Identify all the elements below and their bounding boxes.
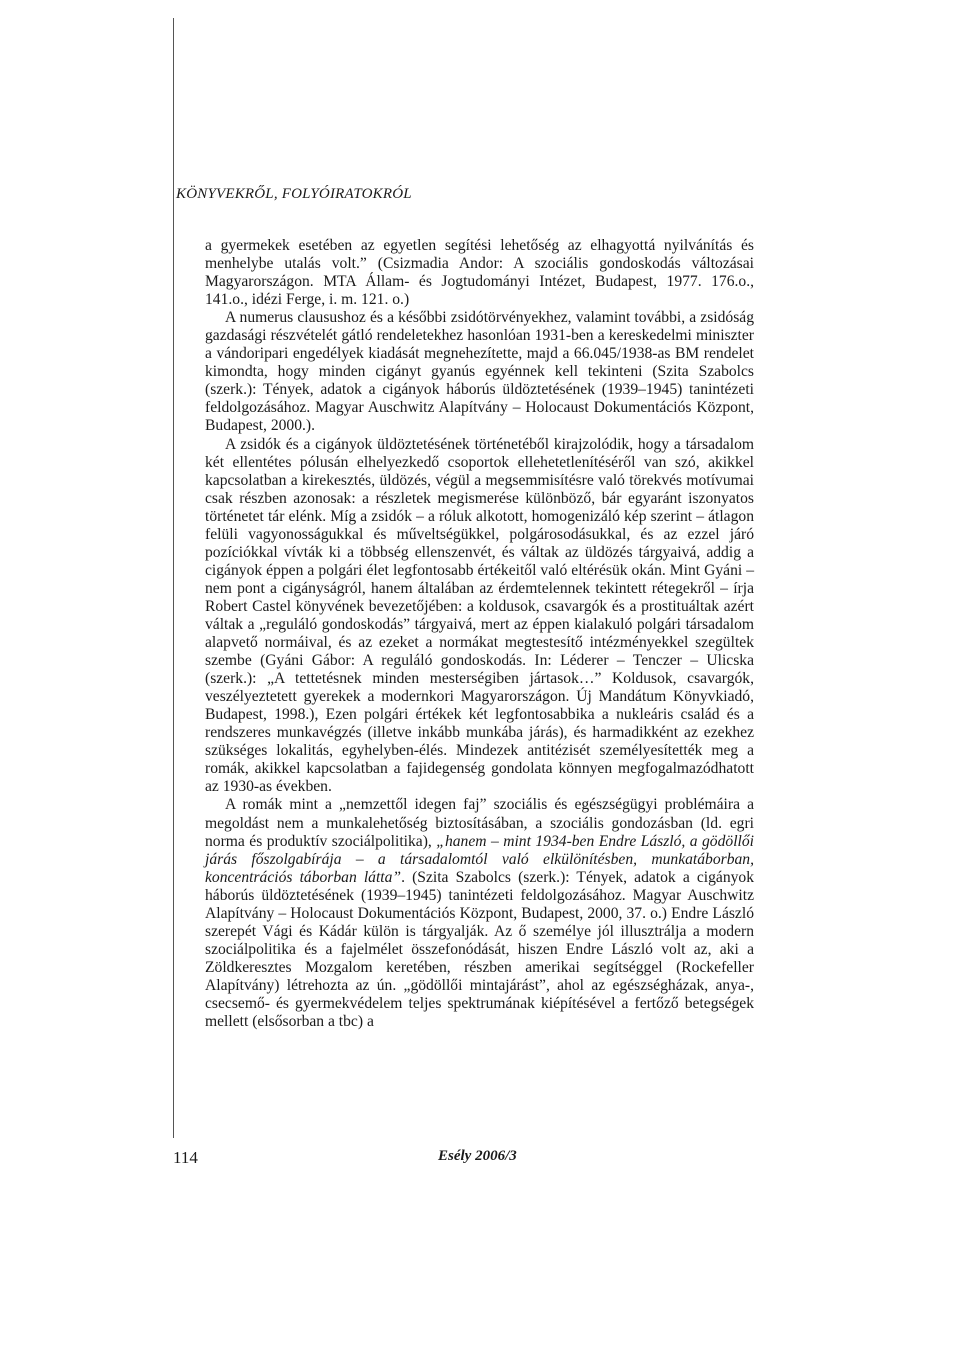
- body-text: [205, 237, 754, 1031]
- paragraph-1: a gyermekek esetében az egyetlen segítési lehetőség az elhagyottá nyilvánítás és menhelybe utalás volt.” (Csizmadia Andor: A szociális gondoskodás változásai Magyarországon. MTA Állam- és Jogtudományi Intézet, Budapest, 1977. 176.o., 141.o., idézi Ferge, i. m. 121. o.): [205, 237, 754, 309]
- paragraph-4-end: . (Szita Szabolcs (szerk.): Tények, adatok a cigányok háborús üldöztetésének (1939–1945) tanintézeti feldolgozásához. Magyar Auschwitz Alapítvány – Holocaust Dokumentációs Központ, Budapest, 2000, 37. o.) Endre László szerepét Vági és Kádár külön is tárgyalják. Az ő személye jól illusztrálja a modern szociálpolitika és a fajelmélet összefonódását, hiszen Endre László volt az, aki a Zöldkeresztes Mozgalom keretében, részben amerikai segítséggel (Rockefeller Alapítvány) létrehozta az ún. „gödöllői mintajárást”, ahol az egészségházak, anya-, csecsemő- és gyermekvédelem teljes spektrumának kiépítésével a fertőző betegségek mellett (elsősorban a tbc) a: [205, 868, 754, 1031]
- paragraph-2: A numerus clausushoz és a későbbi zsidótörvényekhez, valamint további, a zsidóság gazdasági részvételét gátló rendeletekhez hasonlóan 1931-ben a kereskedelmi miniszter a vándoripari engedélyek kiadását megnehezítette, majd a 66.045/1938-as BM rendelet kimondta, hogy minden cigányt gyanús egyénnek kell tekinteni (Szita Szabolcs (szerk.): Tények, adatok a cigányok háborús üldöztetésének (1939–1945) tanintézeti feldolgozásához. Magyar Auschwitz Alapítvány – Holocaust Dokumentációs Központ, Budapest, 2000.).: [205, 309, 754, 435]
- section-header: KÖNYVEKRŐL, FOLYÓIRATOKRÓL: [176, 186, 412, 202]
- paragraph-4-start: A romák mint a „nemzettől idegen faj” szociális és egészségügyi problémáira a megoldást nem a munkalehetőség biztosításában, a szociális gondozásban (ld. egri norma és produktív szociálpolitika),: [205, 796, 754, 850]
- journal-title: Esély 2006/3: [438, 1148, 517, 1164]
- paragraph-4: [205, 796, 754, 1031]
- margin-rule: [173, 18, 174, 1138]
- paragraph-3: A zsidók és a cigányok üldöztetésének történetéből kirajzolódik, hogy a társadalom két ellentétes pólusán elhelyezkedő csoportok ellehetetlenítéséről van szó, akikkel kapcsolatban a kirekesztés, üldözés, végül a megsemmisítésre való törekvés motívumai csak részben azonosak: a részletek megismerése különböző, bár egyaránt iszonyatos történetet tár elénk. Míg a zsidók – a róluk alkotott, homogenizáló kép szerint – átlagon felüli vagyonosságukkal és műveltségükkel, polgárosodásukkal, és az ezzel járó pozíciókkal vívták ki a többség ellenszenvét, és váltak az üldözés tárgyaivá, addig a cigányok éppen a polgári élet legfontosabb értékeitől való eltérésük okán. Mint Gyáni – nem pont a cigányságról, hanem általában az érdemtelennek tekintett rétegekről – írja Robert Castel könyvének bevezetőjében: a koldusok, csavargók és a prostituáltak azért váltak a „reguláló gondoskodás” tárgyaivá, mert az éppen kialakuló polgári társadalom alapvető normáival, és az ezeket a normákat megtestesítő intézményekkel szegültek szembe (Gyáni Gábor: A reguláló gondoskodás. In: Léderer – Tenczer – Ulicska (szerk.): „A tettetésnek minden mesterségiben jártasok…” Koldusok, csavargók, veszélyeztetett gyerekek a modernkori Magyarországon. Új Mandátum Könyvkiadó, Budapest, 1998.), Ezen polgári értékek két legfontosabbika a nukleáris család és a rendszeres munkavégzés (illetve inkább munkába járás), és harmadikként az ezekhez szükséges lokalitás, egyhelyben-élés. Mindezek antitézisét személyesítették meg a romák, akikkel kapcsolatban a fajidegenség gondolata könnyen megfogalmazódhatott az 1930-as években.: [205, 435, 754, 796]
- paragraph-4-quote: „hanem – mint 1934-ben Endre László, a gödöllői járás főszolgabírája – a társadalomtól való elkülönítésben, munkatáborban, koncentrációs táborban látta”: [205, 832, 754, 886]
- page-number: 114: [173, 1148, 198, 1167]
